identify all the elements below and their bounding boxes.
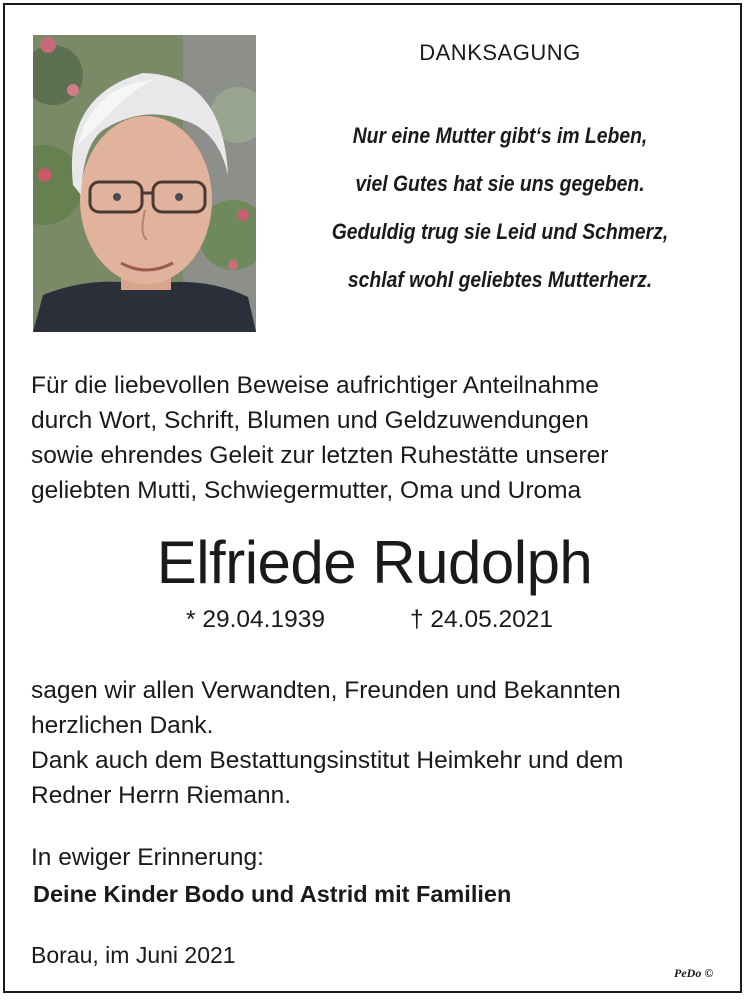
- intro-line: sowie ehrendes Geleit zur letzten Ruhestätte unserer: [31, 442, 609, 469]
- intro-line: Für die liebevollen Beweise aufrichtiger Anteilnahme: [31, 372, 599, 399]
- heading-danksagung: DANKSAGUNG: [419, 40, 581, 65]
- death-date: † 24.05.2021: [410, 606, 554, 633]
- portrait-photo: [33, 35, 256, 332]
- poem-line: viel Gutes hat sie uns gegeben.: [355, 171, 645, 196]
- poem-line: Nur eine Mutter gibt‘s im Leben,: [352, 123, 648, 148]
- birth-date: * 29.04.1939: [186, 606, 325, 633]
- family-signature: Deine Kinder Bodo und Astrid mit Familien: [33, 881, 512, 907]
- intro-paragraph: [31, 368, 731, 508]
- intro-line: geliebten Mutti, Schwiegermutter, Oma und Uroma: [31, 477, 582, 504]
- designer-credit: PeDo ©: [674, 966, 714, 980]
- poem-line: Geduldig trug sie Leid und Schmerz,: [331, 219, 669, 244]
- remembrance-text: In ewiger Erinnerung:: [31, 844, 264, 871]
- poem: [295, 112, 705, 304]
- thanks-line: Redner Herrn Riemann.: [31, 782, 292, 809]
- thanks-paragraph: [31, 673, 731, 813]
- poem-line: schlaf wohl geliebtes Mutterherz.: [347, 267, 653, 292]
- thanks-line: sagen wir allen Verwandten, Freunden und Bekannten: [31, 677, 621, 704]
- intro-line: durch Wort, Schrift, Blumen und Geldzuwendungen: [31, 407, 589, 434]
- thanks-line: herzlichen Dank.: [31, 712, 214, 739]
- place-date: Borau, im Juni 2021: [31, 942, 236, 968]
- deceased-name: Elfriede Rudolph: [156, 529, 593, 596]
- thanks-line: Dank auch dem Bestattungsinstitut Heimkehr und dem: [31, 747, 624, 774]
